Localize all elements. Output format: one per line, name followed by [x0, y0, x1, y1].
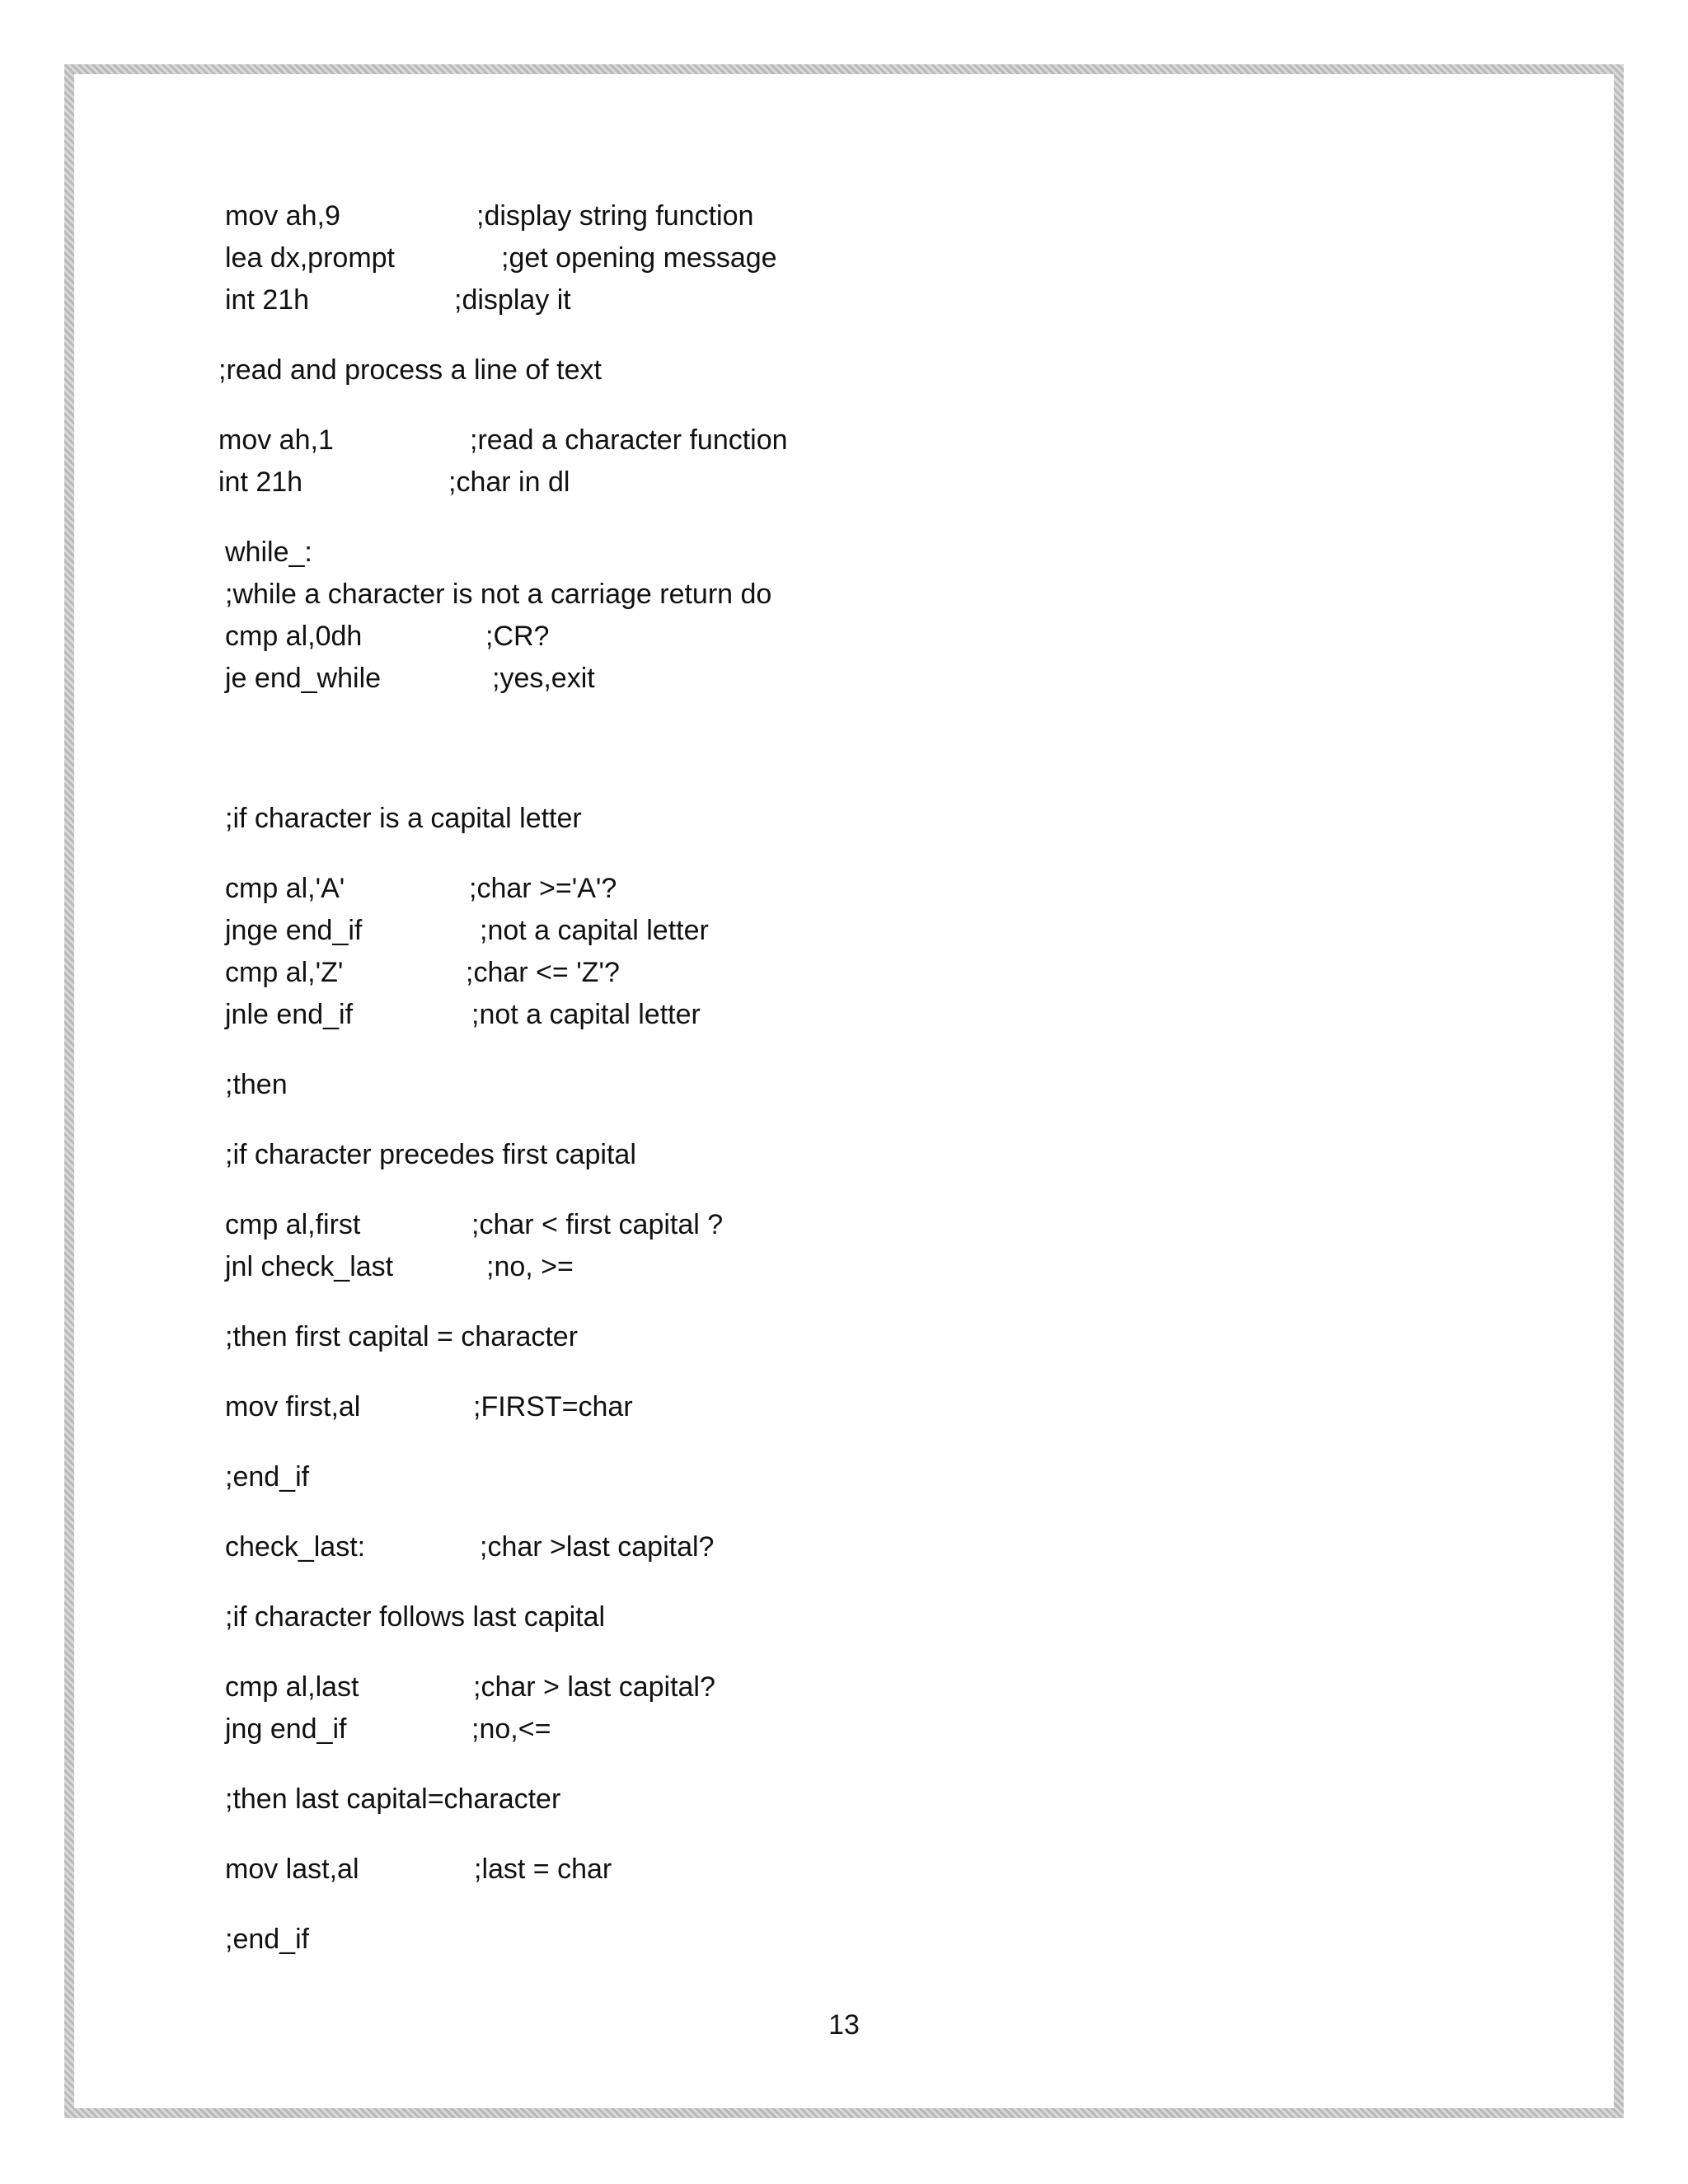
code-comment-line: ;then first capital = character [225, 1321, 579, 1352]
code-comment-line: ;if character precedes first capital [225, 1139, 636, 1170]
code-comment: ;char <= 'Z'? [466, 957, 620, 988]
code-comment-line: ;end_if [225, 1924, 310, 1955]
code-comment: ;display string function [476, 200, 754, 232]
code-comment: ;CR? [485, 621, 550, 652]
code-label: while_: [225, 537, 312, 568]
code-comment: ;read a character function [470, 424, 788, 456]
code-comment: ;last = char [474, 1854, 612, 1885]
code-comment: ;char >last capital? [480, 1531, 715, 1563]
code-instruction: int 21h [218, 466, 303, 498]
code-instruction: jng end_if [225, 1713, 347, 1745]
code-comment: ;not a capital letter [471, 999, 701, 1030]
code-instruction: cmp al,'A' [225, 873, 345, 904]
code-comment-line: ;read and process a line of text [218, 354, 602, 386]
code-instruction: mov first,al [225, 1391, 361, 1422]
code-comment: ;yes,exit [492, 663, 595, 694]
code-instruction: mov ah,1 [218, 424, 334, 456]
code-comment-line: ;if character is a capital letter [225, 803, 582, 834]
code-instruction: jnge end_if [225, 915, 363, 946]
code-instruction: mov ah,9 [225, 200, 340, 232]
code-comment-line: ;end_if [225, 1461, 310, 1493]
code-comment: ;char >='A'? [469, 873, 617, 904]
code-instruction: jnl check_last [225, 1251, 394, 1282]
code-instruction: cmp al,'Z' [225, 957, 344, 988]
code-instruction: cmp al,last [225, 1671, 359, 1703]
code-comment: ;no,<= [471, 1713, 551, 1745]
code-instruction: cmp al,first [225, 1209, 361, 1240]
code-instruction: mov last,al [225, 1854, 359, 1885]
code-comment: ;char < first capital ? [471, 1209, 724, 1240]
code-comment: ;get opening message [501, 242, 777, 274]
code-comment: ;no, >= [486, 1251, 574, 1282]
code-label: check_last: [225, 1531, 366, 1563]
code-comment: ;display it [454, 284, 571, 316]
code-comment-line: ;then last capital=character [225, 1783, 561, 1815]
code-instruction: jnle end_if [225, 999, 354, 1030]
code-instruction: lea dx,prompt [225, 242, 395, 274]
code-instruction: cmp al,0dh [225, 621, 363, 652]
page-number: 13 [828, 2009, 860, 2041]
code-instruction: je end_while [225, 663, 382, 694]
code-comment: ;FIRST=char [473, 1391, 633, 1422]
code-comment: ;char in dl [448, 466, 570, 498]
code-comment: ;char > last capital? [473, 1671, 715, 1703]
code-comment-line: ;if character follows last capital [225, 1601, 606, 1633]
code-comment-line: ;while a character is not a carriage return do [225, 579, 772, 610]
code-comment: ;not a capital letter [480, 915, 709, 946]
code-comment-line: ;then [225, 1069, 288, 1100]
code-instruction: int 21h [225, 284, 310, 316]
